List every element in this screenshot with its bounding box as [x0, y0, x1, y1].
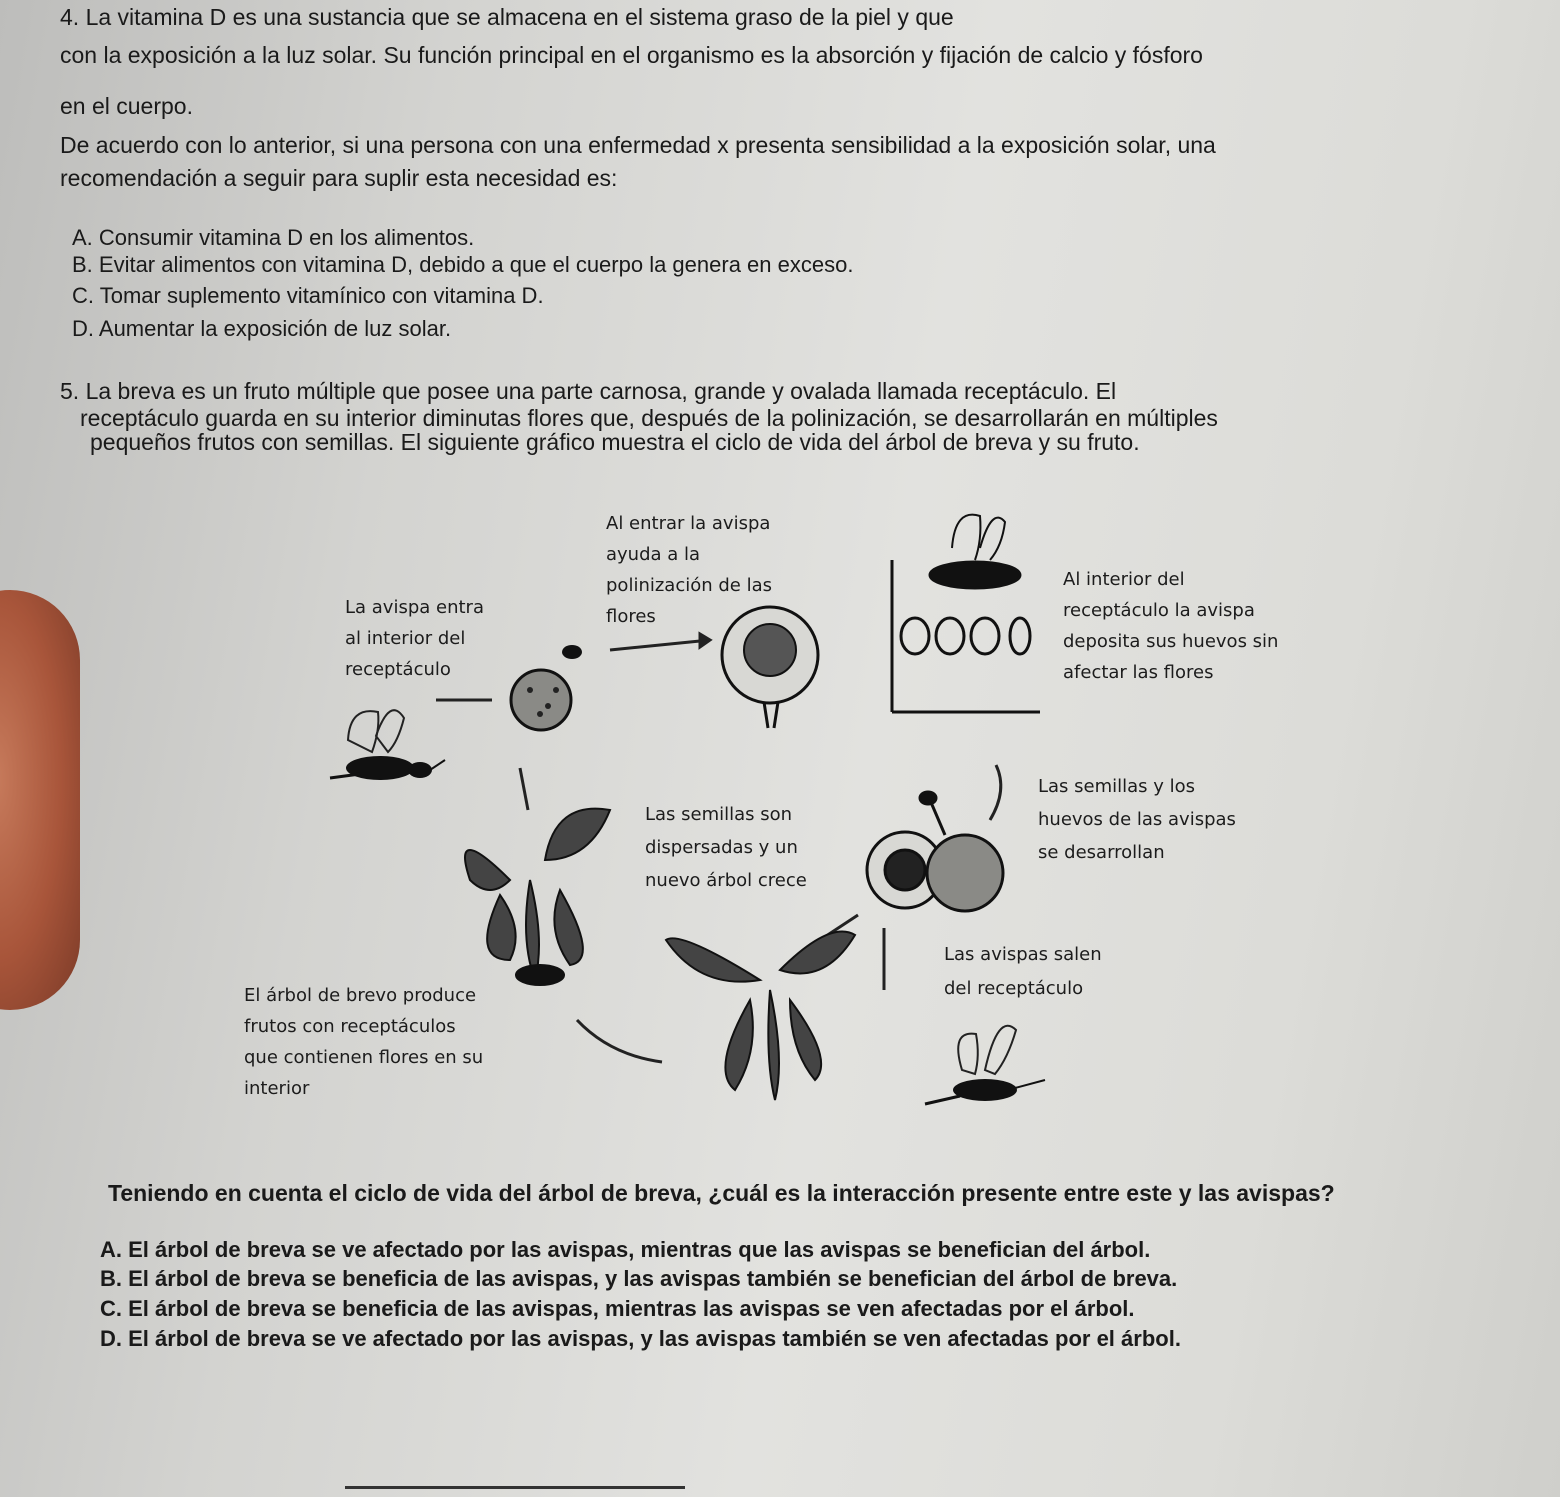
arrow-tree — [577, 1020, 662, 1062]
wasp-icon — [330, 710, 445, 780]
q5-option-b: B. El árbol de breva se beneficia de las avispas, y las avispas también se benefician del árbol de breva. — [100, 1266, 1178, 1291]
q4-line-1: 4. La vitamina D es una sustancia que se almacena en el sistema graso de la piel y que — [60, 4, 954, 30]
q4-line-2: con la exposición a la luz solar. Su función principal en el organismo es la absorción y fijación de calcio y fósforo — [60, 42, 1203, 68]
wasp-exit-icon — [925, 1026, 1045, 1104]
fig-tree-icon — [666, 932, 855, 1100]
q4-option-d: D. Aumentar la exposición de luz solar. — [72, 316, 452, 341]
label-development: Las semillas y los huevos de las avispas se desarrollan — [1038, 776, 1236, 863]
q5-line-1: 5. La breva es un fruto múltiple que posee una parte carnosa, grande y ovalada llamada receptáculo. El — [60, 378, 1117, 404]
arrow-develop — [990, 765, 1001, 820]
arrow-up — [520, 768, 528, 810]
q4-line-3: en el cuerpo. — [60, 93, 193, 119]
seedling-icon — [465, 809, 610, 985]
q5-line-3: pequeños frutos con semillas. El siguiente gráfico muestra el ciclo de vida del árbol de breva y su fruto. — [90, 429, 1140, 455]
label-eggs: Al interior del receptáculo la avispa deposita sus huevos sin afectar las flores — [1063, 569, 1279, 683]
q5-option-c: C. El árbol de breva se beneficia de las avispas, mientras las avispas se ven afectadas por el árbol. — [100, 1296, 1135, 1321]
fig-halves-icon — [867, 792, 1003, 911]
divider — [345, 1486, 685, 1489]
arrow-pollination — [610, 634, 710, 650]
q5-question: Teniendo en cuenta el ciclo de vida del árbol de breva, ¿cuál es la interacción presente entre este y las avispas? — [108, 1180, 1335, 1206]
label-wasp-enters: La avispa entra al interior del receptáculo — [345, 597, 484, 680]
q4-prompt-line-2: recomendación a seguir para suplir esta necesidad es: — [60, 165, 618, 191]
label-pollination: Al entrar la avispa ayuda a la polinización de las flores — [606, 513, 772, 627]
q5-option-a: A. El árbol de breva se ve afectado por las avispas, mientras que las avispas se benefician del árbol. — [100, 1237, 1151, 1262]
label-wasps-exit: Las avispas salen del receptáculo — [944, 944, 1102, 999]
q4-prompt-line-1: De acuerdo con lo anterior, si una persona con una enfermedad x presenta sensibilidad a la exposición solar, una — [60, 132, 1216, 158]
q4-option-b: B. Evitar alimentos con vitamina D, debido a que el cuerpo la genera en exceso. — [72, 252, 854, 277]
q5-option-d: D. El árbol de breva se ve afectado por las avispas, y las avispas también se ven afectadas por el árbol. — [100, 1326, 1181, 1351]
label-tree-produces: El árbol de brevo produce frutos con receptáculos que contienen flores en su interior — [244, 985, 484, 1099]
q5-line-2: receptáculo guarda en su interior diminutas flores que, después de la polinización, se desarrollarán en múltiples — [80, 405, 1218, 431]
fig-fruit-icon — [511, 645, 582, 730]
receptacle-eggs-icon — [892, 515, 1040, 712]
q4-option-c: C. Tomar suplemento vitamínico con vitamina D. — [72, 283, 544, 308]
label-seeds-dispersed: Las semillas son dispersadas y un nuevo árbol crece — [645, 804, 807, 891]
q4-option-a: A. Consumir vitamina D en los alimentos. — [72, 225, 475, 250]
